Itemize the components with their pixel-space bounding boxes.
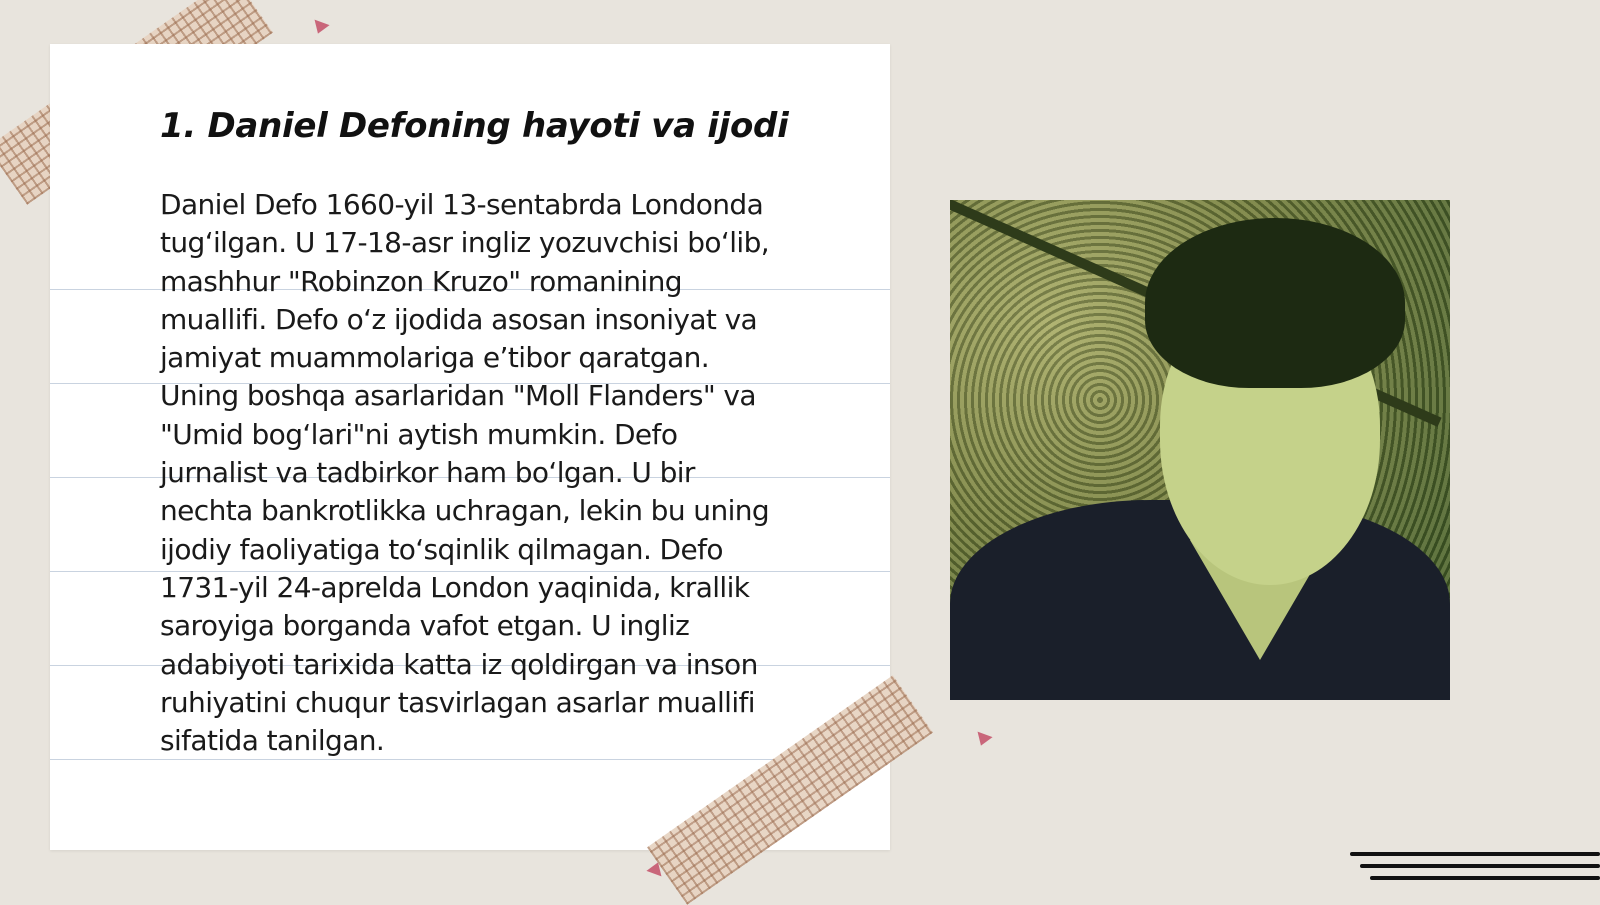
body-line: "Umid bog‘lari"ni aytish mumkin. Defo bbox=[160, 417, 678, 451]
body-line: Daniel Defo 1660-yil 13-sentabrda Londonda bbox=[160, 188, 764, 221]
body-line: ruhiyatini chuqur tasvirlagan asarlar muallifi bbox=[160, 685, 755, 719]
body-line: tug‘ilgan. U 17-18-asr ingliz yozuvchisi bo‘lib, bbox=[160, 226, 770, 260]
body-line: muallifi. Defo o‘z ijodida asosan insoniyat va bbox=[160, 302, 758, 336]
slide-body-text bbox=[160, 186, 860, 760]
body-line: 1731-yil 24-aprelda London yaqinida, krallik bbox=[160, 570, 750, 604]
pin-icon bbox=[310, 20, 329, 37]
note-paper bbox=[50, 44, 890, 850]
body-line: adabiyoti tarixida katta iz qoldirgan va inson bbox=[160, 647, 758, 681]
photo-hair bbox=[1145, 218, 1405, 388]
brush-line bbox=[1360, 864, 1600, 868]
slide-title: 1. Daniel Defoning hayoti va ijodi bbox=[160, 106, 789, 146]
pin-icon bbox=[973, 732, 992, 749]
body-line: Uning boshqa asarlaridan "Moll Flanders" va bbox=[160, 379, 756, 413]
body-line: mashhur "Robinzon Kruzo" romanining bbox=[160, 264, 682, 298]
body-line: sifatida tanilgan. bbox=[160, 724, 385, 758]
body-line: saroyiga borganda vafot etgan. U ingliz bbox=[160, 609, 690, 643]
decorative-brush-lines bbox=[1350, 848, 1600, 888]
brush-line bbox=[1350, 852, 1600, 856]
body-line: jurnalist va tadbirkor ham bo‘lgan. U bir bbox=[160, 456, 695, 490]
portrait-photo bbox=[950, 200, 1450, 700]
body-line: nechta bankrotlikka uchragan, lekin bu uning bbox=[160, 494, 770, 528]
body-line: jamiyat muammolariga e’tibor qaratgan. bbox=[160, 341, 710, 375]
brush-line bbox=[1370, 876, 1600, 880]
body-line: ijodiy faoliyatiga to‘sqinlik qilmagan. Defo bbox=[160, 532, 723, 566]
